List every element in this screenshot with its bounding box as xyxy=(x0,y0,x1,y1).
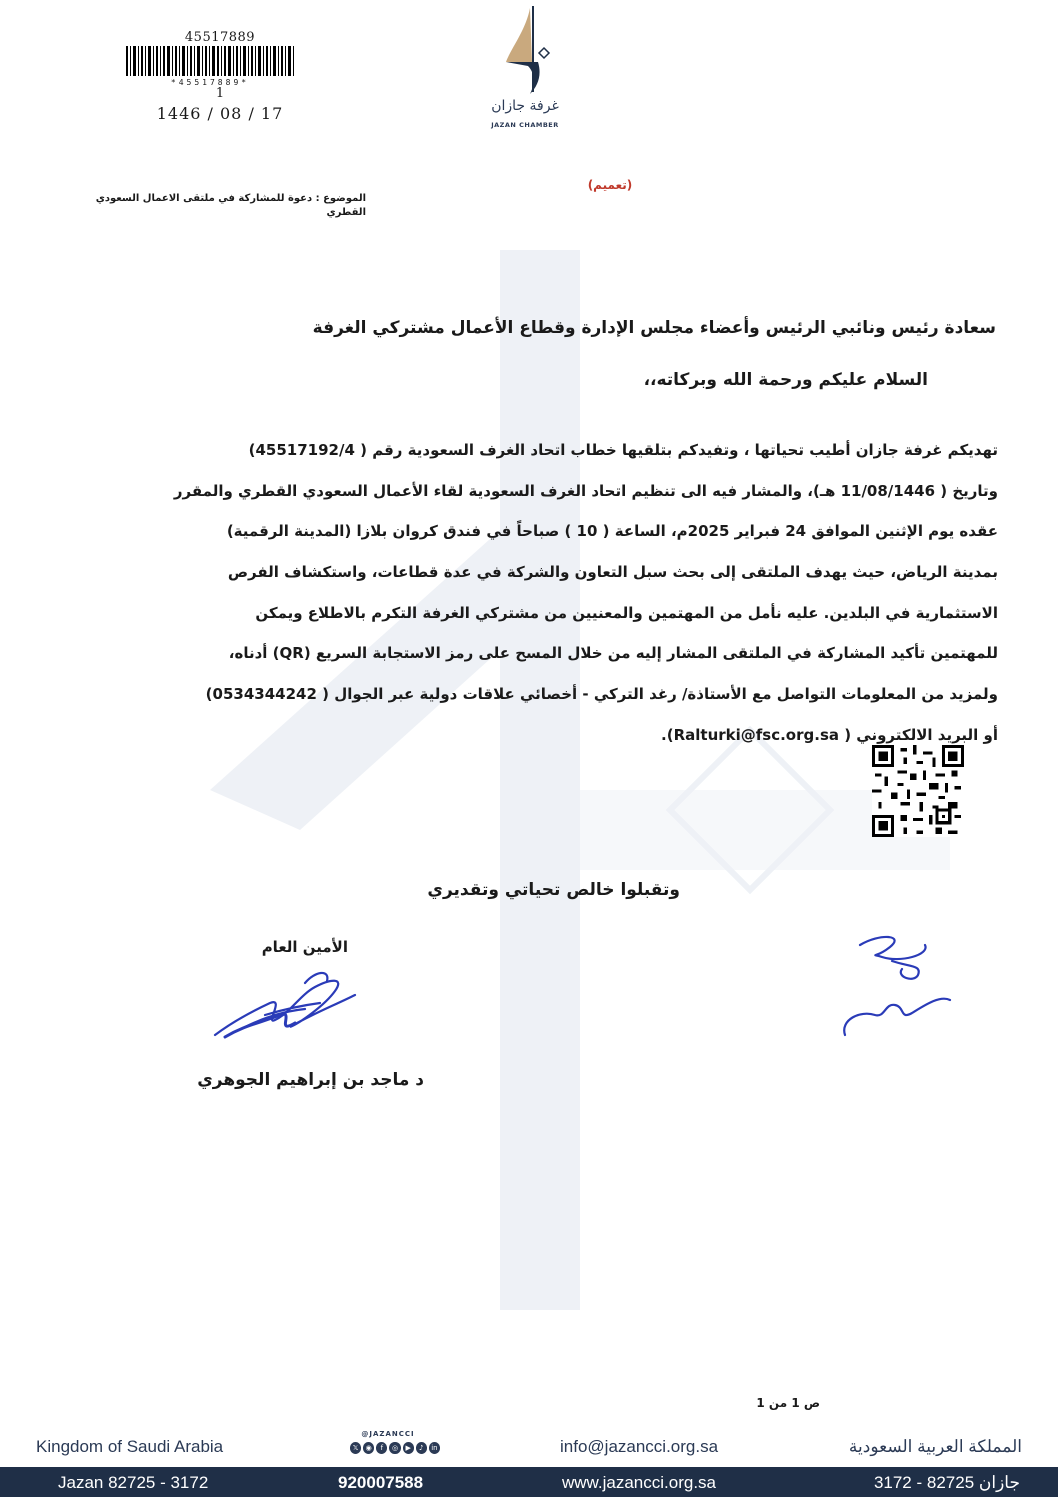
hijri-date: 1446 / 08 / 17 xyxy=(156,104,284,123)
linkedin-icon[interactable]: in xyxy=(429,1442,440,1454)
body-line: ولمزيد من المعلومات التواصل مع الأستاذة/ رغد التركي - أخصائي علاقات دولية عبر الجوال ( 0534344242) xyxy=(205,685,998,704)
footer-website[interactable]: www.jazancci.org.sa xyxy=(562,1473,717,1492)
footer-bar xyxy=(0,1467,1058,1497)
signer-name: د ماجد بن إبراهيم الجوهري xyxy=(197,1070,424,1090)
footer-country-en: Kingdom of Saudi Arabia xyxy=(36,1437,224,1456)
secretary-general-signature xyxy=(205,965,385,1055)
logo-english-text: JAZAN CHAMBER xyxy=(491,121,559,129)
x-icon[interactable]: 𝕏 xyxy=(350,1442,361,1454)
reference-number: 45517889 xyxy=(184,30,256,45)
body-line: تهديكم غرفة جازان أطيب تحياتها ، وتفيدكم بتلقيها خطاب اتحاد الغرف السعودية رقم ( 45517192/4) xyxy=(248,441,998,459)
youtube-icon[interactable]: ▶ xyxy=(403,1442,414,1454)
body-line: عقده يوم الإثنين الموافق 24 فبراير 2025م، الساعة ( 10 ) صباحاً في فندق كروان بلازا (المدينة الرقمية) xyxy=(226,522,998,541)
letter-body xyxy=(78,430,998,756)
barcode-digits: *45517889* xyxy=(170,78,250,87)
subject-line: الموضوع : دعوة للمشاركة في ملتقى الاعمال السعودي القطري xyxy=(95,193,366,218)
instagram-icon[interactable]: ◎ xyxy=(389,1442,400,1454)
logo-arabic-text: غرفة جازان xyxy=(491,98,559,114)
footer-social-icons xyxy=(350,1442,440,1456)
body-line: وتاريخ ( 11/08/1446 هـ)، والمشار فيه الى تنظيم اتحاد الغرف السعودية لقاء الأعمال السعودي القطري والمقرر xyxy=(173,481,998,500)
footer-country-ar: المملكة العربية السعودية xyxy=(848,1437,1022,1456)
qr-code[interactable] xyxy=(872,745,964,837)
signer-title: الأمين العام xyxy=(261,938,348,956)
initials-signature xyxy=(830,925,960,1055)
tiktok-icon[interactable]: ♪ xyxy=(416,1442,427,1454)
jazan-chamber-logo xyxy=(480,0,580,140)
body-line: بمدينة الرياض، حيث يهدف الملتقى إلى بحث سبل التعاون والشركة في عدة قطاعات، واستكشاف الفرص xyxy=(227,563,998,582)
body-line: أو البريد الالكتروني ( Ralturki@fsc.org.sa). xyxy=(661,725,998,744)
page-indicator: ص 1 من 1 xyxy=(756,1396,820,1410)
facebook-icon[interactable]: f xyxy=(376,1442,387,1454)
greeting: السلام عليكم ورحمة الله وبركاته،، xyxy=(643,370,928,390)
footer-address-ar: جازان 82725 - 3172 xyxy=(873,1473,1020,1492)
footer-email[interactable]: info@jazancci.org.sa xyxy=(560,1437,719,1456)
body-line: الاستثمارية في البلدين. عليه نأمل من المهتمين والمعنيين من مشتركي الغرفة التكرم بالاطلاع ويمكن xyxy=(255,603,998,622)
footer-address-en: Jazan 82725 - 3172 xyxy=(58,1473,209,1492)
footer-phone[interactable]: 920007588 xyxy=(338,1473,424,1492)
footer-social-handle: @JAZANCCI xyxy=(361,1430,415,1438)
closing-line: وتقبلوا خالص تحياتي وتقديري xyxy=(427,880,680,900)
barcode xyxy=(124,46,296,82)
attachment-count: 1 xyxy=(215,86,225,101)
snapchat-icon[interactable]: ◉ xyxy=(363,1442,374,1454)
body-line: للمهتمين تأكيد المشاركة في الملتقى المشار إليه من خلال المسح على رمز الاستجابة السريع (QR) أدناه، xyxy=(228,644,998,663)
footer-contact-row xyxy=(0,1425,1058,1467)
circular-tag: (تعميم) xyxy=(587,178,633,192)
addressee: سعادة رئيس ونائبي الرئيس وأعضاء مجلس الإدارة وقطاع الأعمال مشتركي الغرفة xyxy=(312,318,996,338)
